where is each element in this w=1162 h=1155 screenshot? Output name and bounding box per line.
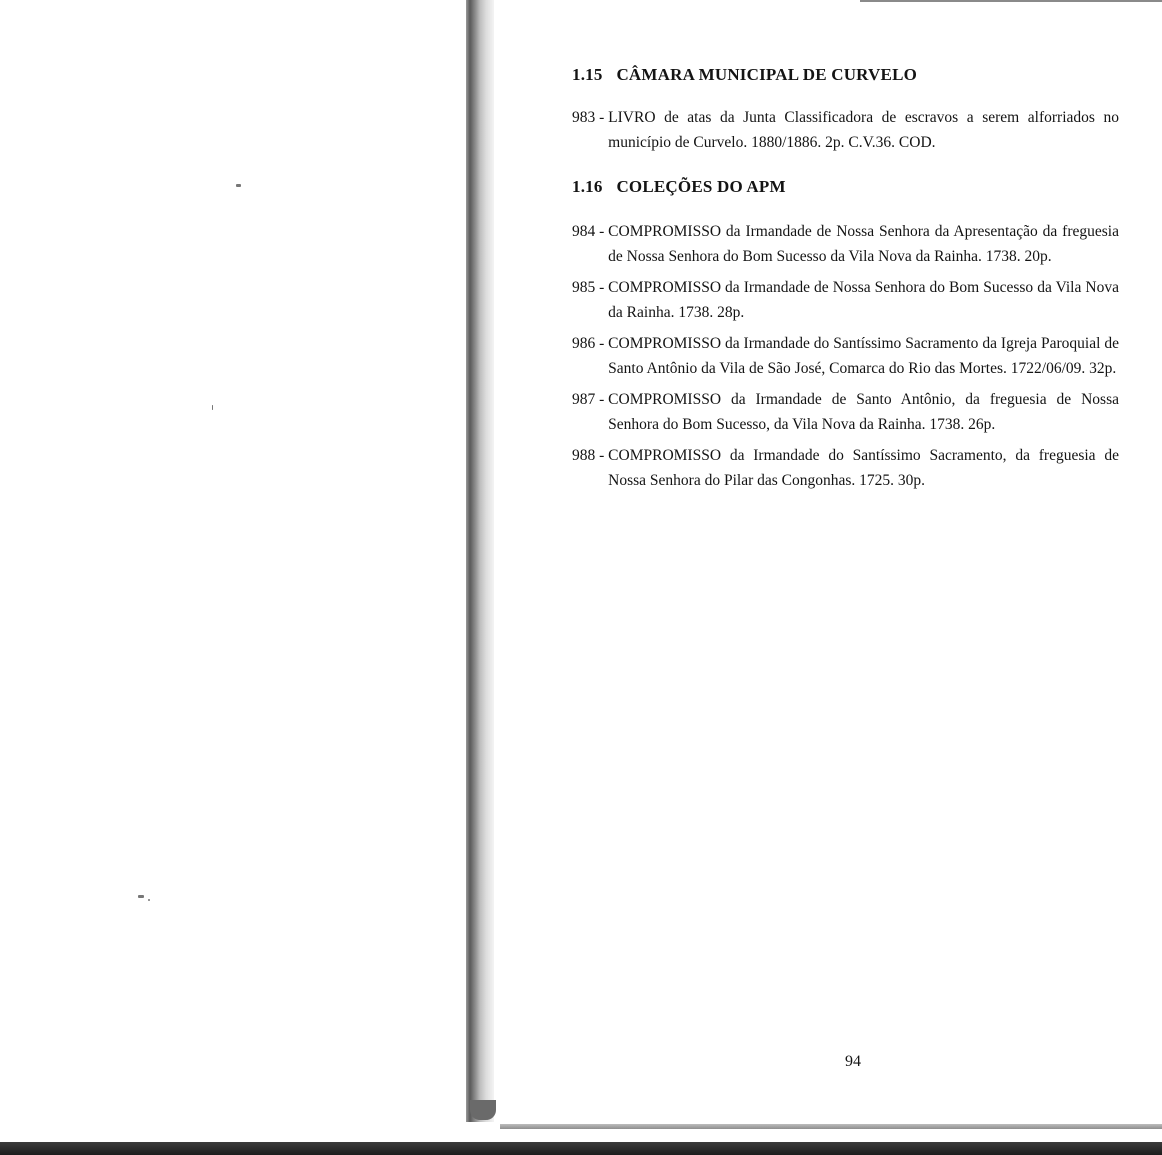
entry-text: COMPROMISSO da Irmandade de Santo Antônio, da freguesia de Nossa Senhora do Bom Sucesso, da Vila Nova da Rainha. 1738. 26p. [608, 391, 1119, 433]
section-number: 1.16 [572, 177, 603, 196]
entry-text: LIVRO de atas da Junta Classificadora de escravos a serem alforriados no município de Curvelo. 1880/1886. 2p. C.V.36. COD. [608, 109, 1119, 151]
entry-number: 984 - [572, 223, 609, 240]
dust-speck [236, 184, 241, 187]
section-title: CÂMARA MUNICIPAL DE CURVELO [616, 65, 918, 84]
catalog-entry [572, 275, 1119, 325]
scan-bottom-band [0, 1142, 1162, 1155]
dust-speck [138, 895, 144, 898]
section-heading [572, 65, 1119, 85]
page-number: 94 [845, 1053, 861, 1070]
catalog-entry [572, 331, 1119, 381]
right-page-text [572, 60, 1119, 499]
entry-number: 987 - [572, 391, 609, 408]
entry-text: COMPROMISSO da Irmandade de Nossa Senhora do Bom Sucesso da Vila Nova da Rainha. 1738. 28p. [608, 279, 1119, 321]
blank-left-page [0, 0, 466, 1142]
catalog-entry [572, 443, 1119, 493]
entry-text: COMPROMISSO da Irmandade do Santíssimo Sacramento da Igreja Paroquial de Santo Antônio da Vila de São José, Comarca do Rio das Mortes. 1722/06/09. 32p. [608, 335, 1119, 377]
section-heading [572, 177, 1119, 197]
catalog-entry [572, 219, 1119, 269]
dust-speck [212, 405, 213, 410]
catalog-entry [572, 105, 1119, 155]
page-top-edge [860, 0, 1162, 2]
book-gutter-foot [470, 1100, 496, 1120]
entry-number: 983 - [572, 109, 609, 126]
entry-text: COMPROMISSO da Irmandade do Santíssimo Sacramento, da freguesia de Nossa Senhora do Pilar das Congonhas. 1725. 30p. [608, 447, 1119, 489]
catalog-entry [572, 387, 1119, 437]
dust-speck [148, 899, 150, 901]
section-title: COLEÇÕES DO APM [616, 177, 786, 196]
section-number: 1.15 [572, 65, 603, 84]
entry-text: COMPROMISSO da Irmandade de Nossa Senhora da Apresentação da freguesia de Nossa Senhora do Bom Sucesso da Vila Nova da Rainha. 1738. 20p. [608, 223, 1119, 265]
entry-number: 985 - [572, 279, 609, 296]
book-gutter [466, 0, 494, 1122]
entry-number: 988 - [572, 447, 609, 464]
entry-number: 986 - [572, 335, 609, 352]
page-bottom-edge [500, 1124, 1162, 1129]
